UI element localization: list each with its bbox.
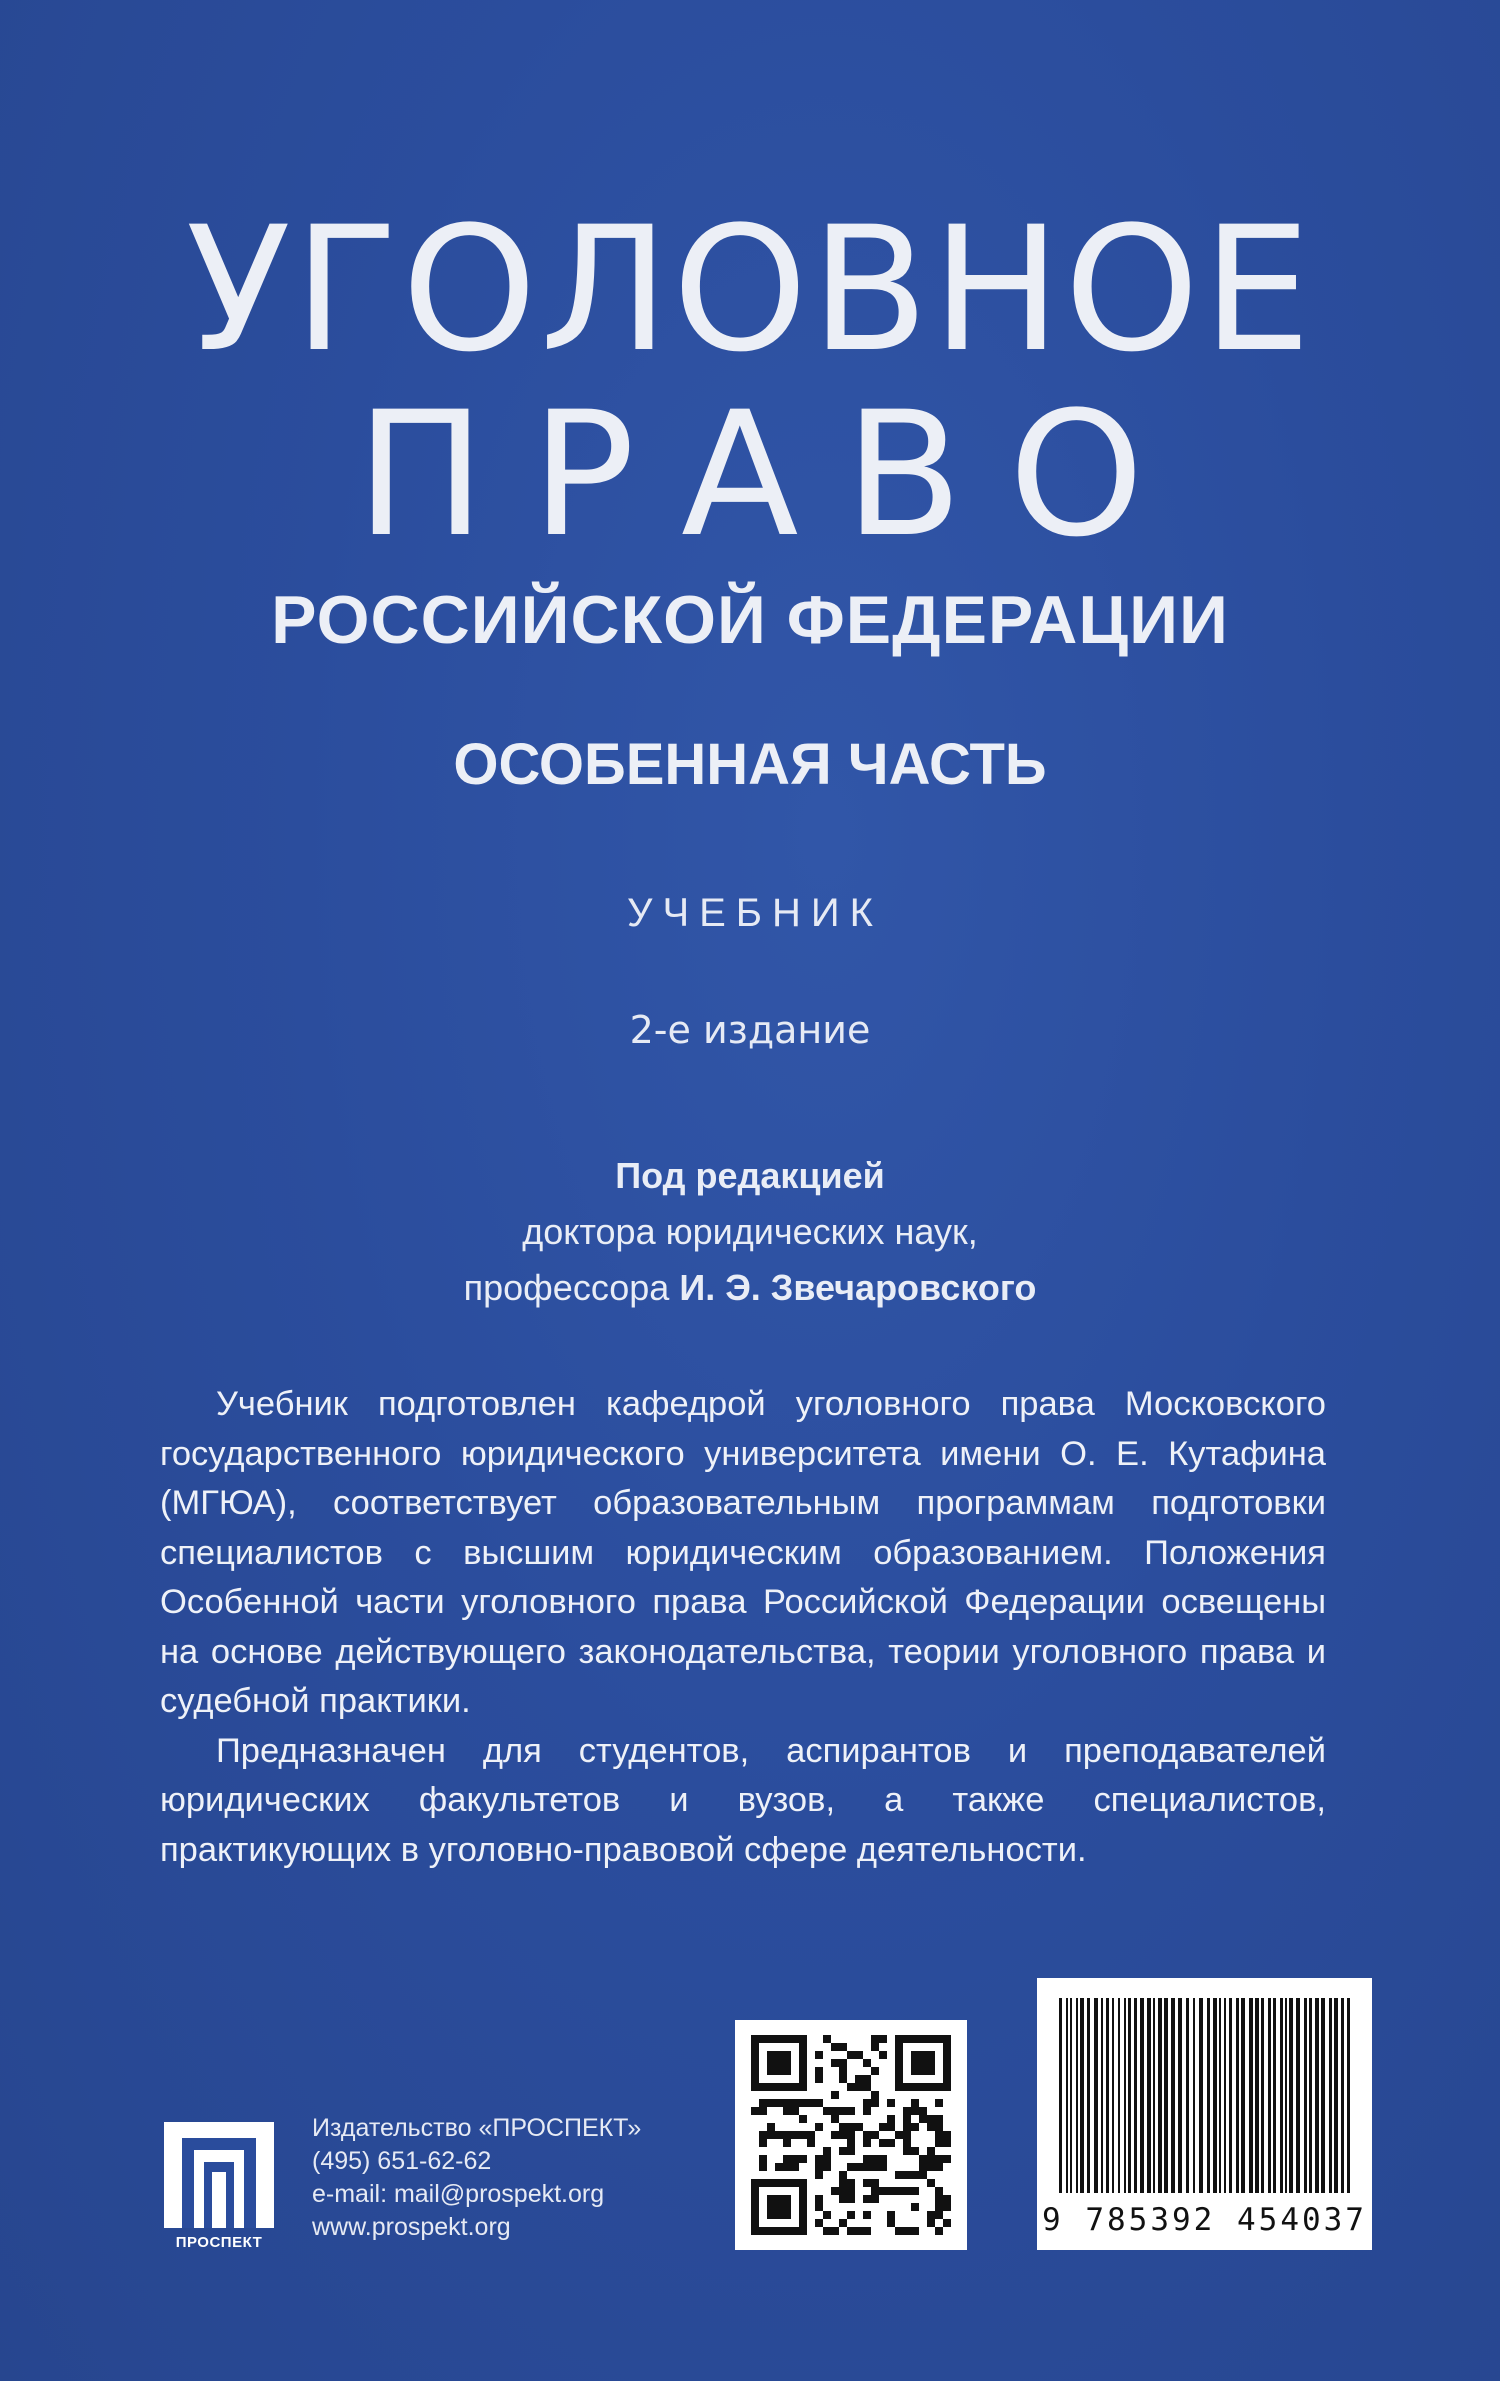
title-line-3: РОССИЙСКОЙ ФЕДЕРАЦИИ xyxy=(271,582,1229,658)
editor-degree: доктора юридических наук, xyxy=(522,1211,978,1252)
publisher-website: www.prospekt.org xyxy=(312,2213,511,2241)
description xyxy=(160,1380,1326,1875)
subtitle: ОСОБЕННАЯ ЧАСТЬ xyxy=(453,732,1047,797)
editor-block xyxy=(0,1148,1500,1316)
description-paragraph-2: Предназначен для студентов, аспирантов и преподавателей юридических факультетов и вузов, а также специалистов, практикующих в уголовно-правовой сфере деятельности. xyxy=(160,1731,1326,1869)
publisher-logo-text: ПРОСПЕКТ xyxy=(175,2234,263,2251)
editor-rank: профессора xyxy=(463,1267,670,1308)
editor-name: И. Э. Звечаровского xyxy=(679,1267,1037,1308)
publisher-logo-icon xyxy=(160,2118,278,2258)
publisher-info xyxy=(312,2112,641,2244)
editor-heading: Под редакцией xyxy=(615,1155,885,1196)
book-type: УЧЕБНИК xyxy=(627,891,883,935)
editor-line xyxy=(0,1260,1500,1316)
barcode-icon xyxy=(1037,1978,1372,2250)
qr-code-icon xyxy=(735,2020,967,2250)
description-paragraph-1: Учебник подготовлен кафедрой уголовного права Московского государственного юридического университета имени О. Е. Кутафина (МГЮА), соответствует образовательным программам подготовки специалистов с высшим юридическим образованием. Положения Особенной части уголовного права Российской Федерации освещены на основе действующего законодательства, теории уголовного права и судебной практики. xyxy=(160,1385,1326,1720)
title-line-2: ПРАВО xyxy=(355,374,1191,575)
isbn-number: 9 785392 454037 xyxy=(1042,2202,1367,2238)
publisher-email: e-mail: mail@prospekt.org xyxy=(312,2180,605,2208)
publisher-name: Издательство «ПРОСПЕКТ» xyxy=(312,2114,642,2142)
title-line-1: УГОЛОВНОЕ xyxy=(185,189,1315,390)
publisher-phone: (495) 651-62-62 xyxy=(312,2147,492,2175)
edition: 2-е издание xyxy=(629,1008,871,1052)
